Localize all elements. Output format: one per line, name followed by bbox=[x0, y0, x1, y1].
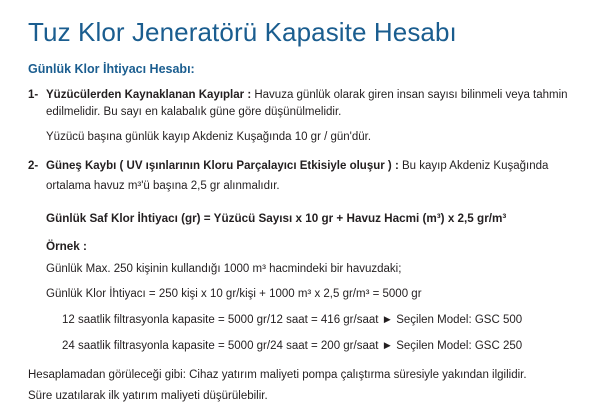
formula-line: Günlük Saf Klor İhtiyacı (gr) = Yüzücü Sayısı x 10 gr + Havuz Hacmi (m³) x 2,5 gr/m³ bbox=[46, 212, 507, 226]
section-subtitle: Günlük Klor İhtiyacı Hesabı: bbox=[28, 61, 195, 76]
list-item-note: Yüzücü başına günlük kayıp Akdeniz Kuşağında 10 gr / gün'dür. bbox=[46, 131, 372, 144]
list-item-lead: Yüzücülerden Kaynaklanan Kayıplar : bbox=[46, 88, 252, 101]
list-item-text bbox=[46, 158, 590, 175]
list-item-note: ortalama havuz m³'ü başına 2,5 gr alınmalıdır. bbox=[46, 179, 280, 192]
example-line: 12 saatlik filtrasyonla kapasite = 5000 gr/12 saat = 416 gr/saat ► Seçilen Model: GSC 500 bbox=[62, 314, 523, 327]
example-line: 24 saatlik filtrasyonla kapasite = 5000 gr/24 saat = 200 gr/saat ► Seçilen Model: GSC 250 bbox=[62, 339, 523, 352]
page-title: Tuz Klor Jeneratörü Kapasite Hesabı bbox=[28, 17, 457, 47]
list-item-detail: Havuza günlük olarak giren insan sayısı bilinmeli veya tahmin edilmelidir. Bu sayı en kalabalık güne göre düşünülmelidir. bbox=[46, 88, 568, 119]
list-item-body bbox=[46, 158, 590, 199]
list-item-number: 2- bbox=[28, 159, 39, 172]
list-item-detail: Bu kayıp Akdeniz Kuşağında bbox=[398, 159, 549, 172]
example-label: Örnek : bbox=[46, 239, 87, 253]
list-item-text bbox=[46, 87, 590, 122]
example-line: Günlük Klor İhtiyacı = 250 kişi x 10 gr/kişi + 1000 m³ x 2,5 gr/m³ = 5000 gr bbox=[46, 288, 422, 301]
example-line: Günlük Max. 250 kişinin kullandığı 1000 m³ hacmindeki bir havuzdaki; bbox=[46, 262, 402, 275]
list-item bbox=[28, 158, 590, 199]
list-item-body bbox=[46, 87, 590, 150]
closing-line: Hesaplamadan görüleceği gibi: Cihaz yatırım maliyeti pompa çalıştırma süresiyle yakından ilgilidir. bbox=[28, 369, 527, 382]
list-item-number: 1- bbox=[28, 88, 39, 101]
closing-line: Süre uzatılarak ilk yatırım maliyeti düşürülebilir. bbox=[28, 389, 268, 402]
list-item-lead: Güneş Kaybı ( UV ışınlarının Kloru Parçalayıcı Etkisiyle oluşur ) : bbox=[46, 159, 399, 172]
list-item bbox=[28, 87, 590, 150]
